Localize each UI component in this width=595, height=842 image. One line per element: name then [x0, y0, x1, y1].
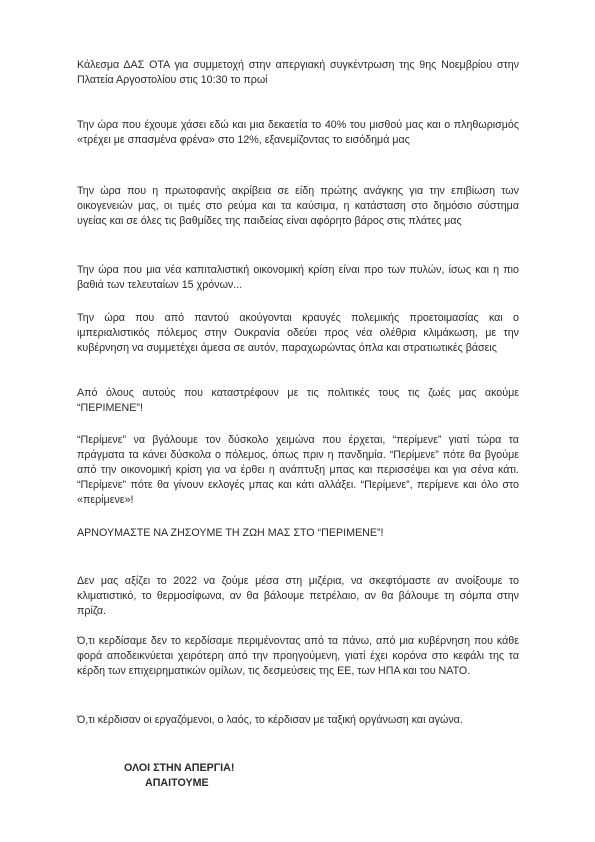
document-heading: Κάλεσμα ΔΑΣ ΟΤΑ για συμμετοχή στην απεργιακή συγκέντρωση της 9ης Νοεμβρίου στην Πλατεία Αργοστολίου στις 10:30 το πρωί: [77, 59, 519, 86]
paragraph-2022-misery: Δεν μας αξίζει το 2022 να ζούμε μέσα στη μιζέρια, να σκεφτόμαστε αν ανοίξουμε το κλιματιστικό, το θερμοσίφωνα, αν θα βάλουμε πετρέλαιο, αν θα βάλουμε τη σόμπα στην πρίζα.: [77, 575, 519, 617]
paragraph-salary-loss: Την ώρα που έχουμε χάσει εδώ και μια δεκαετία το 40% του μισθού μας και ο πληθωρισμός «τρέχει με σπασμένα φρένα» στο 12%, εξανεμίζοντας το εισόδημά μας: [77, 119, 519, 146]
paragraph-class-struggle: Ό,τι κέρδισαν οι εργαζόμενοι, ο λαός, το κέρδισαν με ταξική οργάνωση και αγώνα.: [77, 714, 463, 726]
paragraph-economic-crisis: Την ώρα που μια νέα καπιταλιστική οικονομική κρίση είναι προ των πυλών, ίσως και η πιο βαθιά των τελευταίων 15 χρόνων...: [77, 264, 519, 291]
signature-line-strike: ΟΛΟΙ ΣΤΗΝ ΑΠΕΡΓΙΑ!: [124, 762, 235, 774]
paragraph-refusal: ΑΡΝΟΥΜΑΣΤΕ ΝΑ ΖΗΣΟΥΜΕ ΤΗ ΖΩΗ ΜΑΣ ΣΤΟ “ΠΕΡΙΜΕΝΕ”!: [77, 527, 384, 539]
paragraph-war: Την ώρα που από παντού ακούγονται κραυγές πολεμικής προετοιμασίας και ο ιμπεριαλιστικός πόλεμος στην Ουκρανία οδεύει προς νέα ολέθρια κλιμάκωση, με την κυβέρνηση να συμμετέχει άμεσα σε αυτόν, παραχωρώντας όπλα και στρατιωτικές βάσεις: [77, 312, 519, 354]
paragraph-wait: Από όλους αυτούς που καταστρέφουν με τις πολιτικές τους τις ζωές μας ακούμε “ΠΕΡΙΜΕΝΕ”!: [77, 387, 519, 414]
paragraph-cost-of-living: Την ώρα που η πρωτοφανής ακρίβεια σε είδη πρώτης ανάγκης για την επιβίωση των οικογενειών μας, οι τιμές στο ρεύμα και τα καύσιμα, η κατάσταση στο δημόσιο σύστημα υγείας και σε όλες τις βαθμίδες της παιδείας είναι αφόρητο βάρος στις πλάτες μας: [77, 185, 519, 227]
paragraph-gains: Ό,τι κερδίσαμε δεν το κερδίσαμε περιμένοντας από τα πάνω, από μια κυβέρνηση που κάθε φορά αποδεικνύεται χειρότερη από την προηγούμενη, γιατί έχει κορόνα στο κεφάλι της τα κέρδη των επιχειρηματικών ομίλων, τις δεσμεύσεις της ΕΕ, των ΗΠΑ και του ΝΑΤΟ.: [77, 635, 519, 677]
paragraph-wait-details: “Περίμενε” να βγάλουμε τον δύσκολο χειμώνα που έρχεται, “περίμενε” γιατί τώρα τα πράγματα τα κάνει δύσκολα ο πόλεμος, όπως πριν η πανδημία. “Περίμενε” πότε θα βγούμε από την οικονομική κρίση για να έρθει η ανάπτυξη μπας και περισσέψει και για σένα κάτι. “Περίμενε” πότε θα γίνουν εκλογές μπας και κάτι αλλάξει. “Περίμενε”, περίμενε και όλο στο «περίμενε»!: [77, 434, 519, 506]
signature-line-demand: ΑΠΑΙΤΟΥΜΕ: [145, 777, 209, 789]
